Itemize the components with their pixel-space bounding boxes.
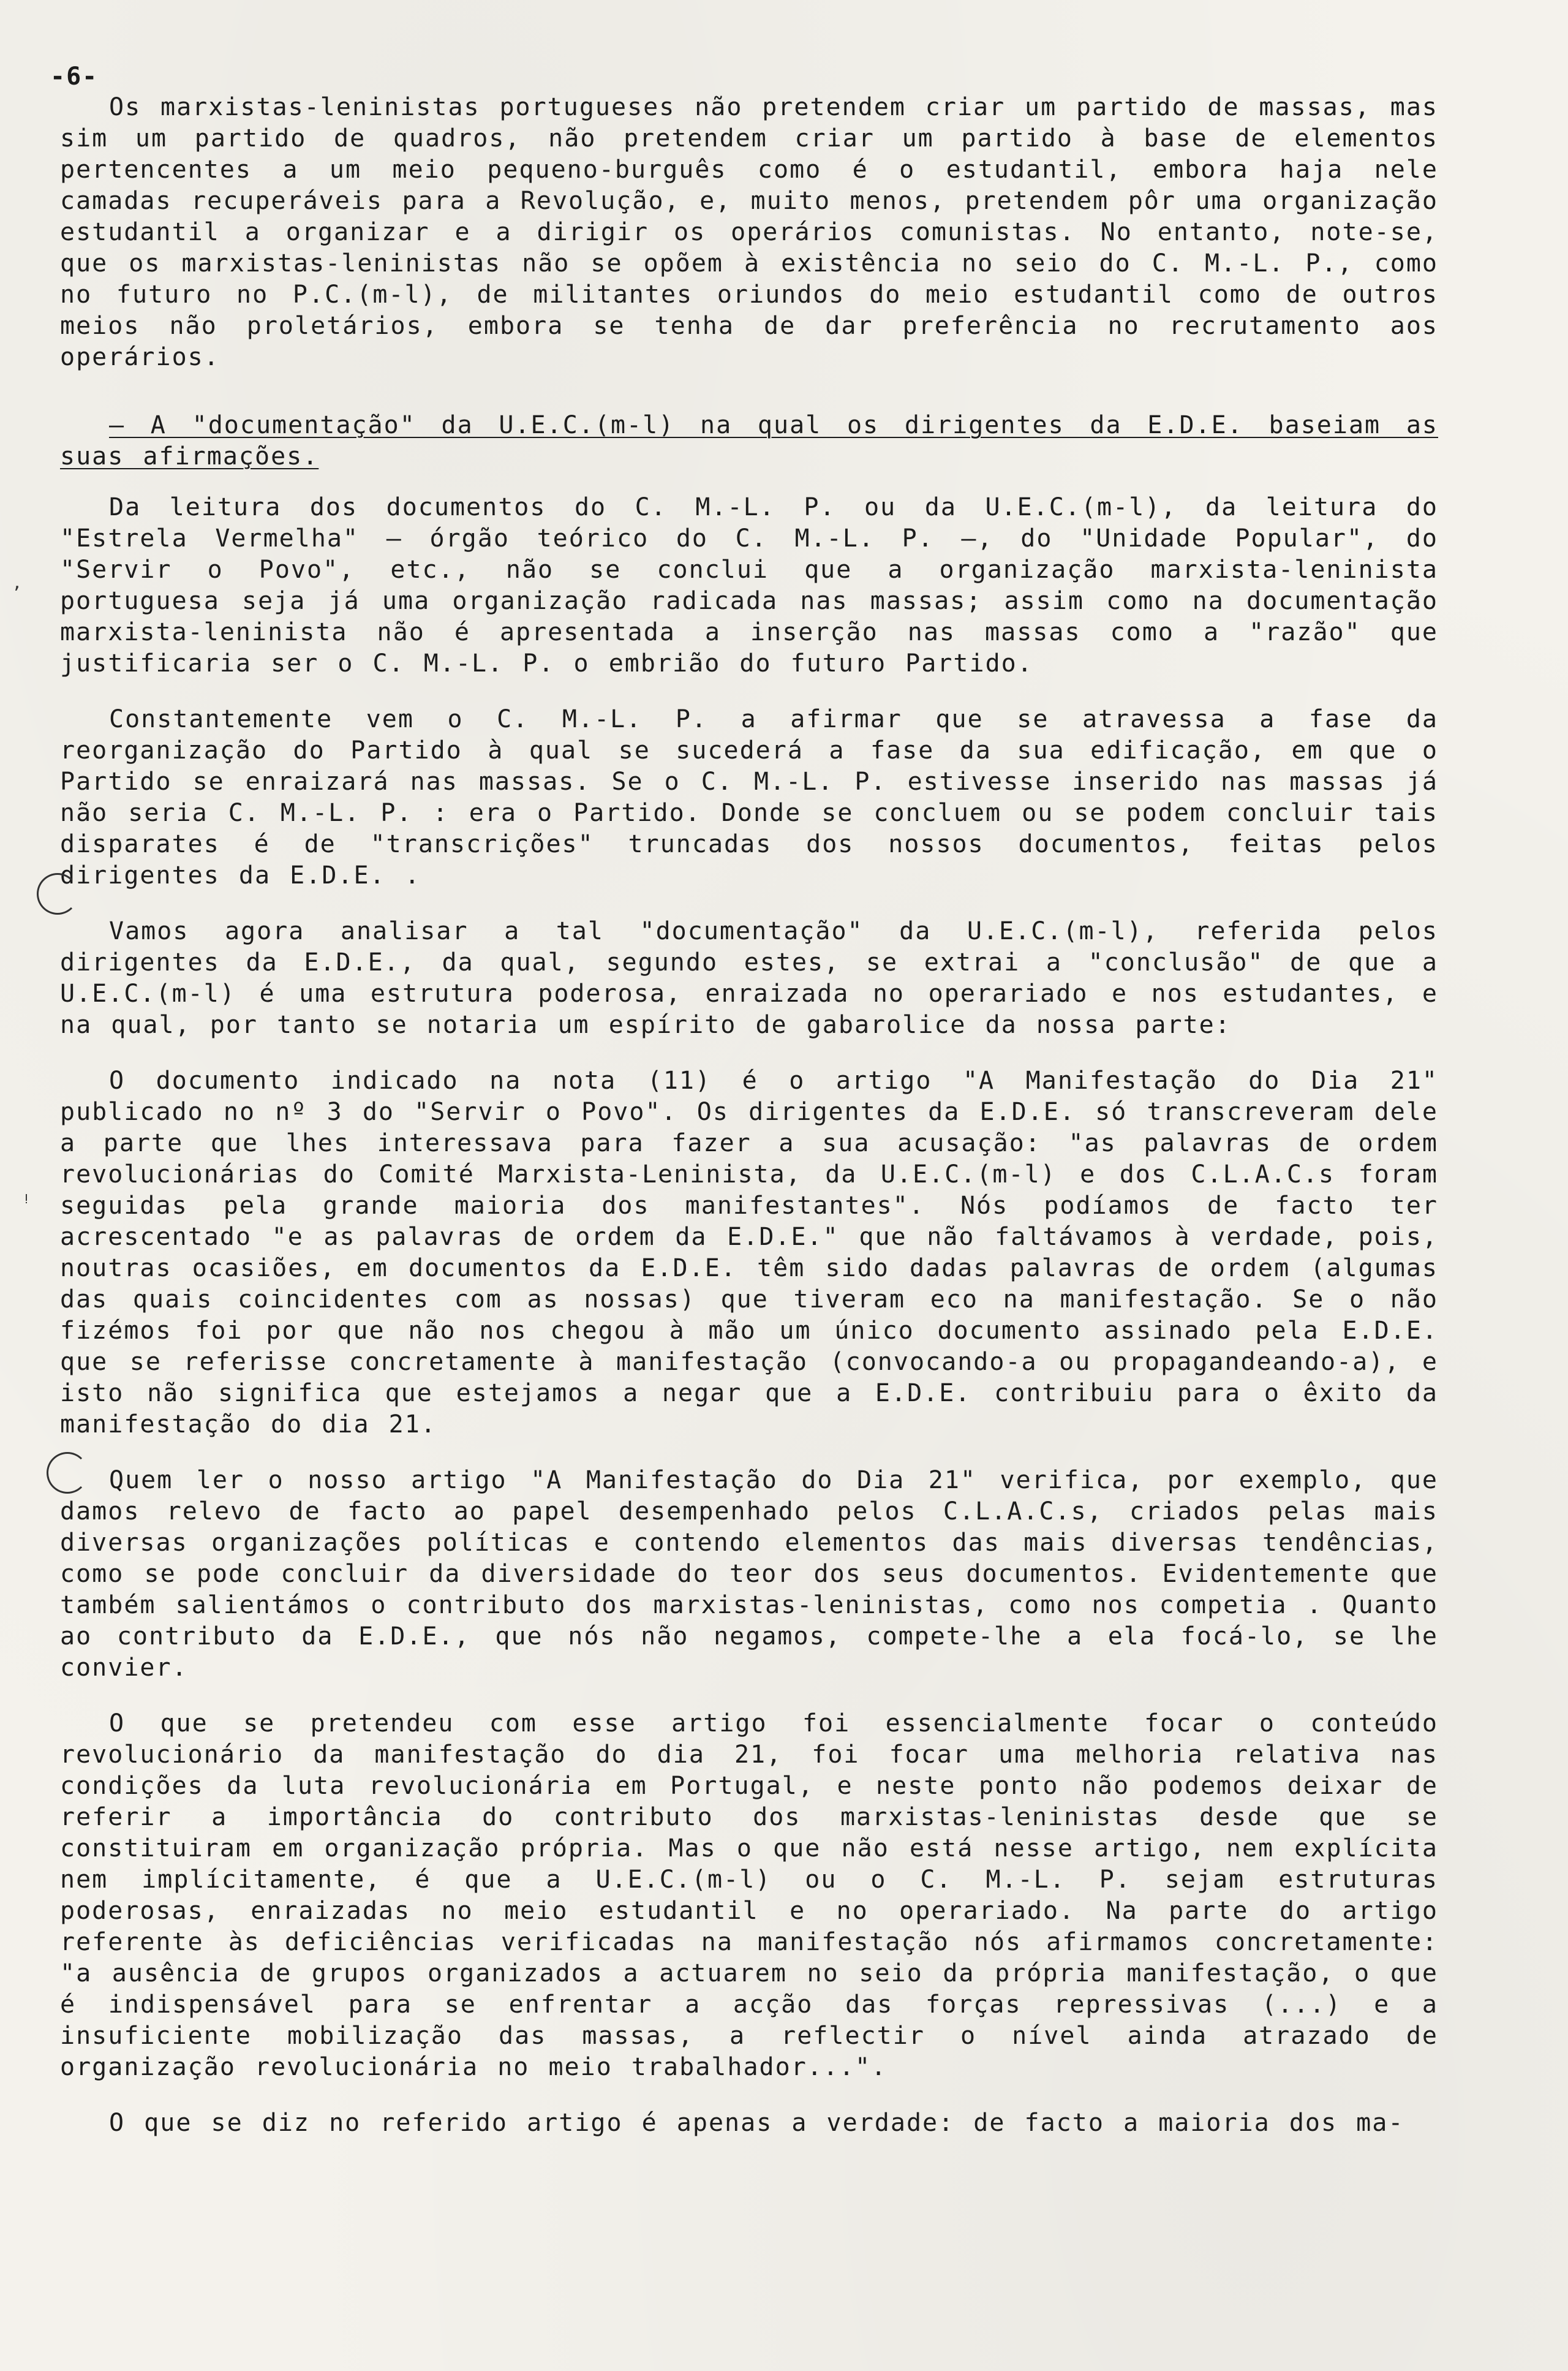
paragraph-3: Vamos agora analisar a tal "documentação" da U.E.C.(m-l), referida pelos dirigentes da E.D.E., da qual, segundo estes, se extrai a "conclusão" de que a U.E.C.(m-l) é uma estrutura poderosa, enraizada no operariado e nos estudantes, e na qual, por tanto se notaria um espírito de gabarolice da nossa parte:	[60, 917, 1438, 1039]
paragraph-7: O que se diz no referido artigo é apenas a verdade: de facto a maioria dos ma-	[109, 2109, 1404, 2137]
document-body	[60, 92, 1438, 2163]
section-heading: – A "documentação" da U.E.C.(m-l) na qual os dirigentes da E.D.E. baseiam as suas afirmações.	[60, 411, 1438, 471]
paragraph-2: Constantemente vem o C. M.-L. P. a afirmar que se atravessa a fase da reorganização do Partido à qual se sucederá a fase da sua edificação, em que o Partido se enraizará nas massas. Se o C. M.-L. P. estivesse inserido nas massas já não seria C. M.-L. P. : era o Partido. Donde se concluem ou se podem concluir tais disparates é de "transcrições" truncadas dos nossos documentos, feitas pelos dirigentes da E.D.E. .	[60, 705, 1438, 890]
margin-tick-mark: ʼ	[13, 582, 20, 607]
paragraph-5: Quem ler o nosso artigo "A Manifestação do Dia 21" verifica, por exemplo, que damos relevo de facto ao papel desempenhado pelos C.L.A.C.s, criados pelas mais diversas organizações políticas e contendo elementos das mais diversas tendências, como se pode concluir da diversidade do teor dos seus documentos. Evidentemente que também salientámos o contributo dos marxistas-leninistas, como nos competia . Quanto ao contributo da E.D.E., que nós não negamos, compete-lhe a ela focá-lo, se lhe convier.	[60, 1466, 1438, 1682]
paragraph-intro: Os marxistas-leninistas portugueses não pretendem criar um partido de massas, mas sim um partido de quadros, não pretendem criar um partido à base de elementos pertencentes a um meio pequeno-burguês como é o estudantil, embora haja nele camadas recuperáveis para a Revolução, e, muito menos, pretendem pôr uma organização estudantil a organizar e a dirigir os operários comunistas. No entanto, note-se, que os marxistas-leninistas não se opõem à existência no seio do C. M.-L. P., como no futuro no P.C.(m-l), de militantes oriundos do meio estudantil como de outros meios não proletários, embora se tenha de dar preferência no recrutamento aos operários.	[60, 93, 1438, 371]
paragraph-4: O documento indicado na nota (11) é o artigo "A Manifestação do Dia 21" publicado no nº 3 do "Servir o Povo". Os dirigentes da E.D.E. só transcreveram dele a parte que lhes interessava para fazer a sua acusação: "as palavras de ordem revolucionárias do Comité Marxista-Leninista, da U.E.C.(m-l) e dos C.L.A.C.s foram seguidas pela grande maioria dos manifestantes". Nós podíamos de facto ter acrescentado "e as palavras de ordem da E.D.E." que não faltávamos à verdade, pois, noutras ocasiões, em documentos da E.D.E. têm sido dadas palavras de ordem (algumas das quais coincidentes com as nossas) que tiveram eco na manifestação. Se o não fizémos foi por que não nos chegou à mão um único documento assinado pela E.D.E. que se referisse concretamente à manifestação (convocando-a ou propagandeando-a), e isto não significa que estejamos a negar que a E.D.E. contribuiu para o êxito da manifestação do dia 21.	[60, 1067, 1438, 1439]
paragraph-6: O que se pretendeu com esse artigo foi essencialmente focar o conteúdo revolucionário da manifestação do dia 21, foi focar uma melhoria relativa nas condições da luta revolucionária em Portugal, e neste ponto não podemos deixar de referir a importância do contributo dos marxistas-leninistas desde que se constituiram em organização própria. Mas o que não está nesse artigo, nem explícita nem implícitamente, é que a U.E.C.(m-l) ou o C. M.-L. P. sejam estruturas poderosas, enraizadas no meio estudantil e no operariado. Na parte do artigo referente às deficiências verificadas na manifestação nós afirmamos concretamente: "a ausência de grupos organizados a actuarem no seio da própria manifestação, o que é indispensável para se enfrentar a acção das forças repressivas (...) e a insuficiente mobilização das massas, a reflectir o nível ainda atrazado de organização revolucionária no meio trabalhador...".	[60, 1709, 1438, 2081]
page-number: -6-	[50, 62, 99, 91]
margin-circle-mark	[47, 1452, 88, 1494]
margin-tick-mark: ᵎ	[24, 1189, 29, 1213]
paragraph-1: Da leitura dos documentos do C. M.-L. P. ou da U.E.C.(m-l), da leitura do "Estrela Vermelha" – órgão teórico do C. M.-L. P. –, do "Unidade Popular", do "Servir o Povo", etc., não se conclui que a organização marxista-leninista portuguesa seja já uma organização radicada nas massas; assim como na documentação marxista-leninista não é apresentada a inserção nas massas como a "razão" que justificaria ser o C. M.-L. P. o embrião do futuro Partido.	[60, 493, 1438, 678]
margin-circle-mark	[37, 873, 78, 915]
